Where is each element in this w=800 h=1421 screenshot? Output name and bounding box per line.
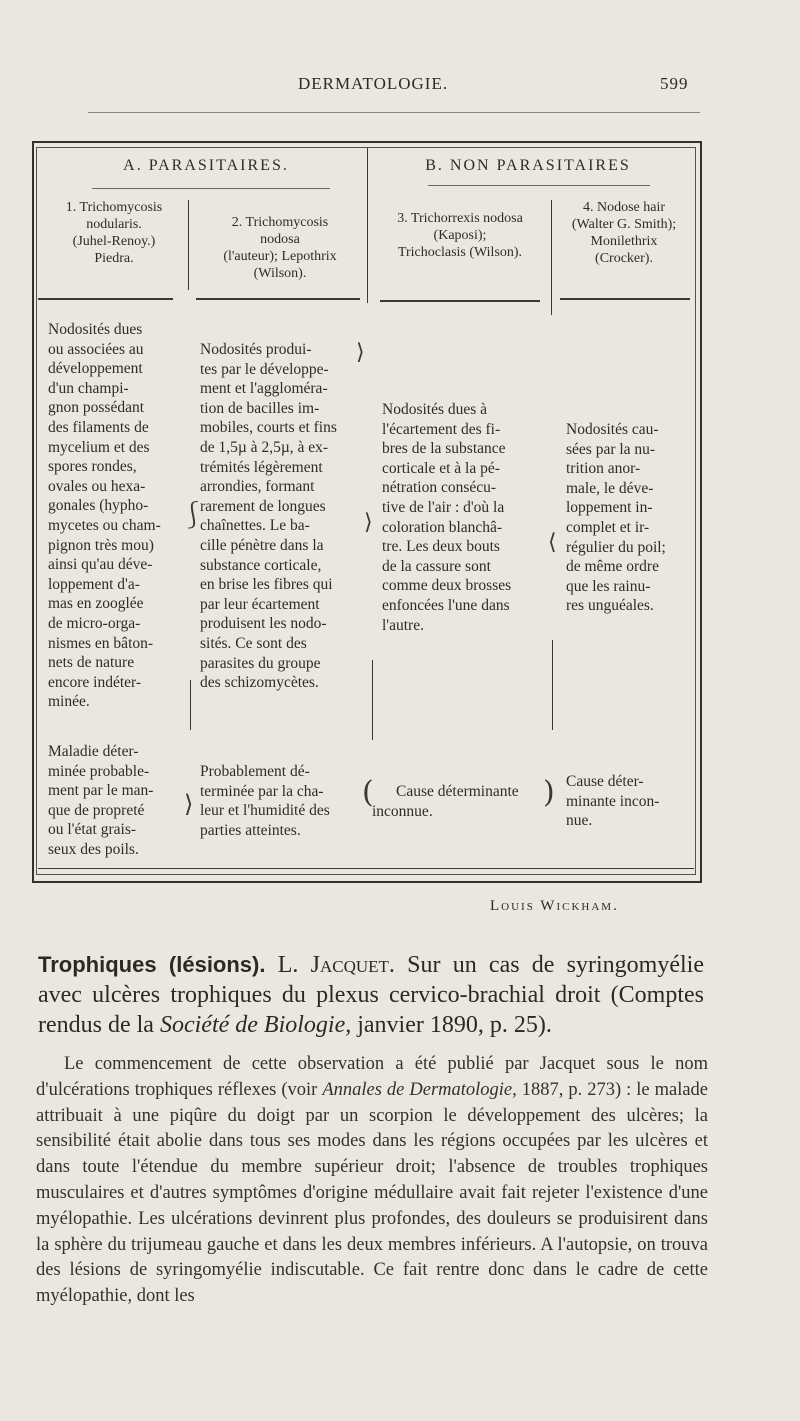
column-head-3: 3. Trichorrexis nodosa (Kaposi); Trichoclasis (Wilson).	[397, 211, 523, 260]
column-divider-1	[188, 200, 189, 290]
page-number: 599	[660, 74, 689, 93]
cause-cell-1: Maladie déter- minée probable- ment par le man- que de propreté ou l'état grais- seux des poils.	[48, 743, 154, 858]
group-divider	[367, 148, 368, 303]
cause-cell-2: Probablement dé- terminée par la cha- leur et l'humidité des parties atteintes.	[200, 763, 330, 839]
article-journal: Société de Biologie,	[159, 1012, 352, 1038]
brace-cause-3: )	[543, 775, 555, 810]
column-head-4: 4. Nodose hair (Walter G. Smith); Monilethrix (Crocker).	[571, 200, 677, 266]
running-title: DERMATOLOGIE.	[298, 74, 449, 93]
author-signature: Louis Wickham.	[490, 898, 619, 914]
brace-cause-2: (	[362, 775, 374, 810]
article-author: L. Jacquet.	[277, 952, 395, 978]
article-heading	[38, 950, 704, 1040]
column-head-1: 1. Trichomycosis nodularis. (Juhel-Renoy.) Piedra.	[65, 200, 163, 266]
brace-nature-4: ⟨	[548, 530, 557, 555]
running-head	[0, 74, 800, 98]
head-rule-3	[380, 300, 540, 302]
group-header-parasitaires: A. PARASITAIRES.	[123, 157, 289, 174]
body-divider-3	[552, 640, 553, 730]
body-text-after: 1887, p. 273) : le malade attribuait à une piqûre du doigt par un scorpion le développement des ulcères; la sensibilité était abolie dans tous ses modes dans les régions occupées par les ulcères et dans toute l'étendue du membre supérieur droit; l'absence de troubles trophiques musculaires et d'autres symptômes d'origine médullaire avait fait rejeter l'existence d'une myélopathie. Les ulcérations devinrent plus profondes, des douleurs se produisirent dans la sphère du trijumeau gauche et dans les deux membres inférieurs. A l'autopsie, on trouva des lésions de syringomyélie indiscutable. Ce fait rentre donc dans le cadre de cette myélopathie, dont les	[36, 1079, 709, 1307]
group-b-rule	[428, 185, 650, 186]
cause-cell-3: Cause déterminante inconnue.	[372, 783, 519, 820]
nature-cell-3: Nodosités dues à l'écartement des fi- bres de la substance corticale et à la pé- nétration consécu- tive de l'air : d'où la coloration blanchâ- tre. Les deux bouts de la cassure sont comme deux brosses enfoncées l'une dans l'autre.	[382, 401, 512, 634]
header-rule	[88, 112, 700, 113]
nature-cell-4: Nodosités cau- sées par la nu- trition anor- male, le déve- loppement in- complet et ir- régulier du poil; de même ordre que les rainu- res unguéales.	[566, 421, 666, 615]
article-body	[36, 1052, 708, 1310]
body-text-before: Le commencement de cette observation a été publié par Jacquet sous le nom d'ulcérations trophiques réflexes (voir	[36, 1054, 708, 1100]
group-header-non-parasitaires: B. NON PARASITAIRES	[425, 157, 631, 174]
group-a-rule	[92, 188, 330, 189]
cause-cell-4: Cause déter- minante incon- nue.	[566, 773, 660, 830]
head-rule-4	[560, 298, 690, 300]
nature-cell-2: Nodosités produi- tes par le développe- ment et l'aggloméra- tion de bacilles im- mobiles, courts et fins de 1,5µ à 2,5µ, à ex- trémités légèrement arrondies, formant rarement de longues chaînettes. Le ba- cille pénètre dans la substance corticale, en brise les fibres qui par leur écartement produisent les nodo- sités. Ce sont des parasites du groupe des schizomycètes.	[200, 341, 337, 692]
head-rule-1	[38, 298, 173, 300]
brace-nature-2: ⟩	[356, 340, 365, 365]
article-title-text: Sur un cas de syringomyélie avec ulcères trophiques du plexus cervico-brachial droit (Comptes rendus de la	[38, 952, 704, 1038]
article-citation: janvier 1890, p. 25).	[357, 1012, 552, 1038]
nature-cell-1: Nodosités dues ou associées au développement d'un champi- gnon possédant des filaments de mycelium et des spores rondes, ovales ou hexa- gonales (hypho- mycetes ou cham- pignon très mou) ainsi qu'au déve- loppement d'a- mas en zooglée de micro-orga- nismes en bâton- nets de nature encore indéter- minée.	[48, 321, 161, 711]
head-rule-2	[196, 298, 360, 300]
table-bottom-rule	[38, 868, 694, 869]
brace-cause-1: ⟩	[184, 790, 194, 818]
column-head-2: 2. Trichomycosis nodosa (l'auteur); Lepothrix (Wilson).	[223, 215, 337, 281]
body-divider-2	[372, 660, 373, 740]
brace-nature-3: ⟩	[364, 510, 373, 535]
body-journal: Annales de Dermatologie,	[322, 1079, 517, 1100]
brace-nature-1: ⎰	[180, 501, 207, 531]
article-topic: Trophiques (lésions).	[38, 952, 266, 977]
